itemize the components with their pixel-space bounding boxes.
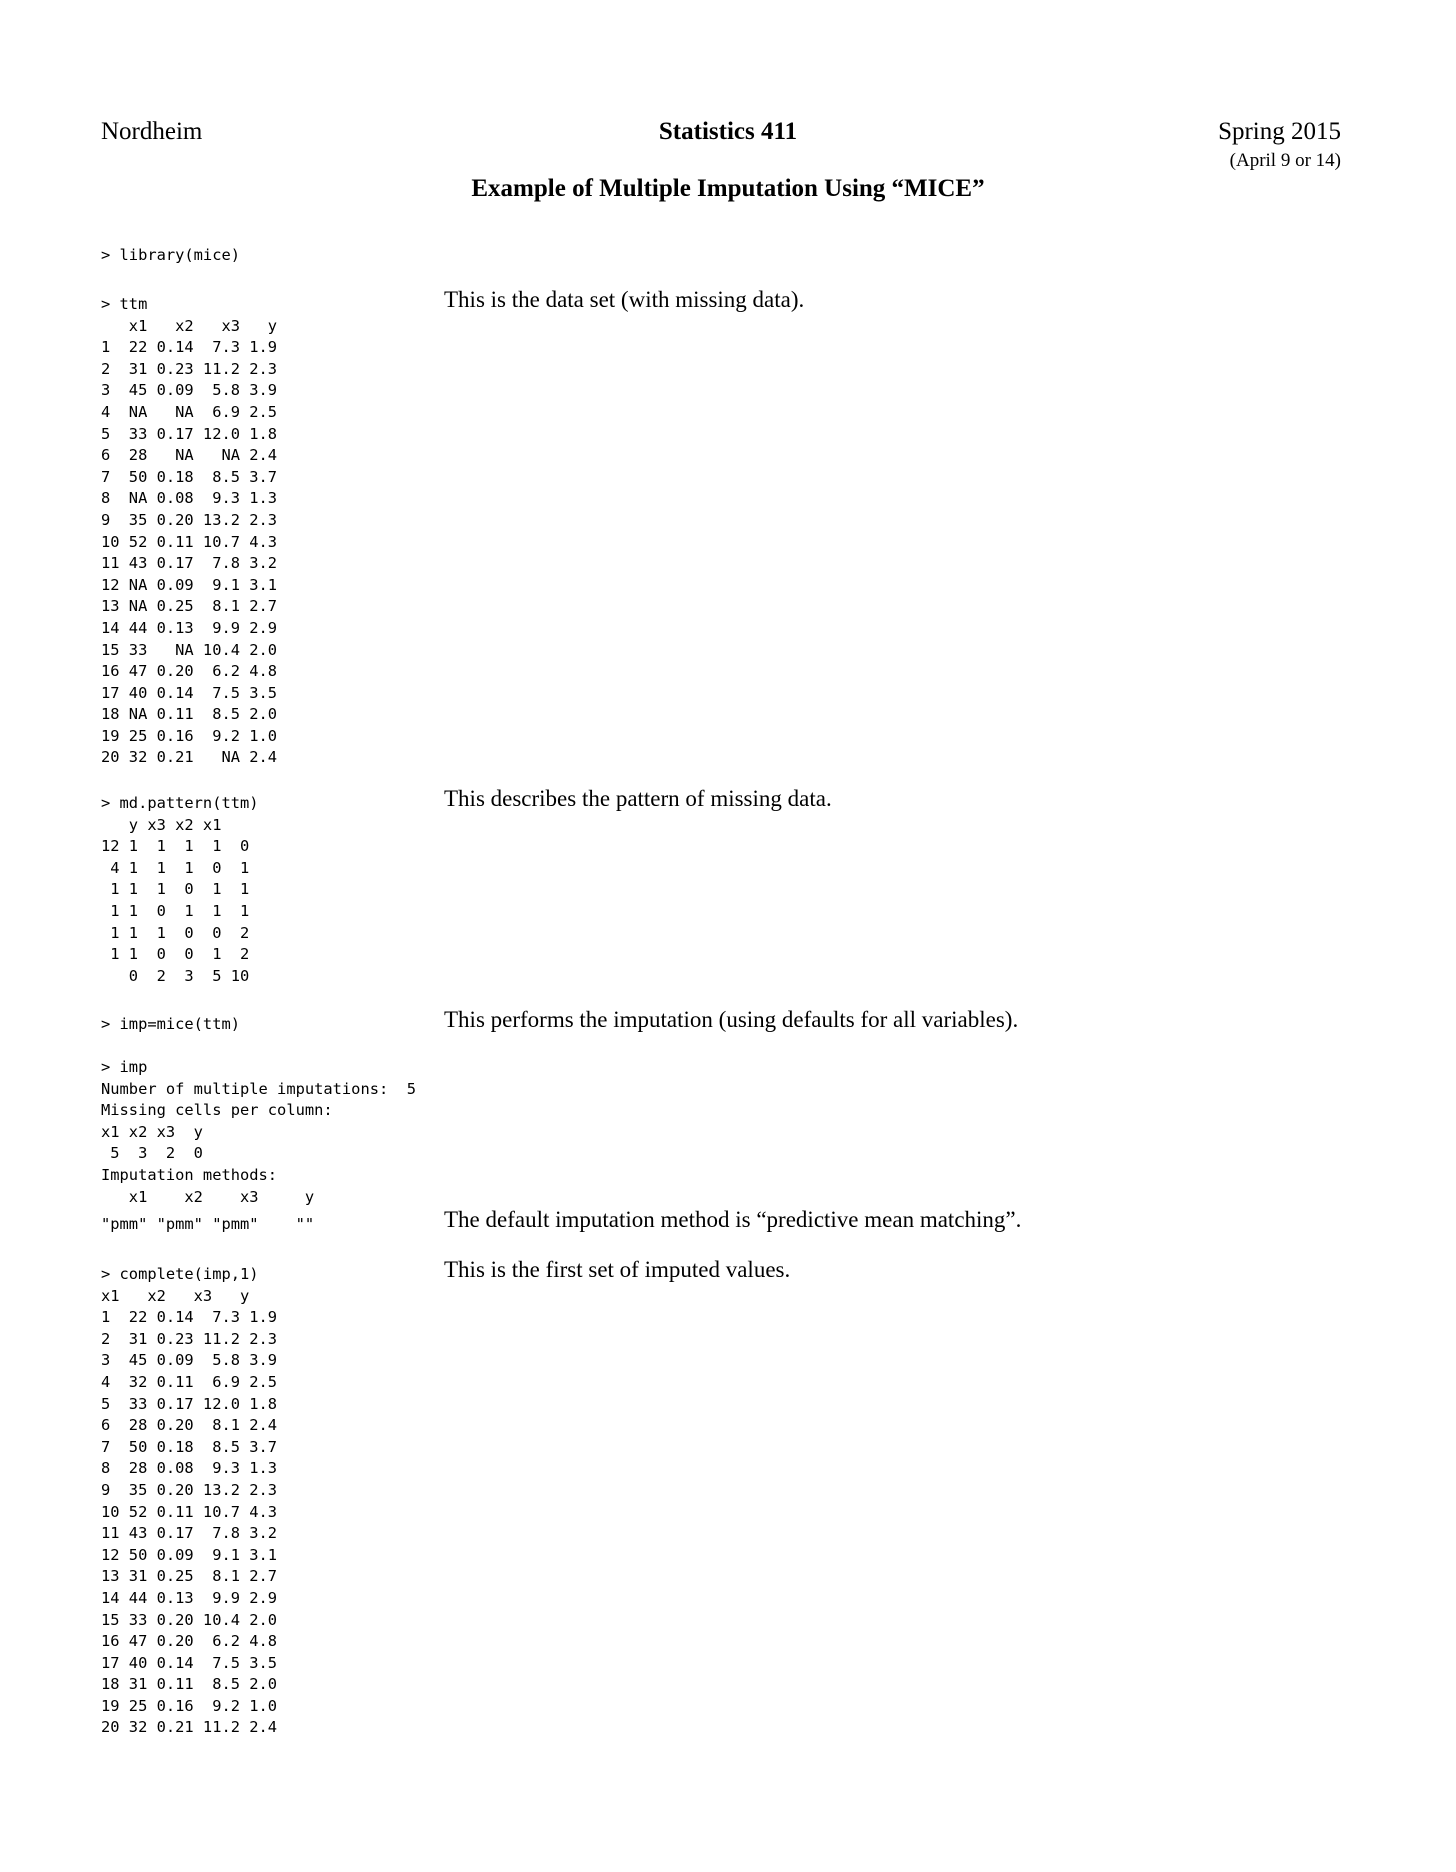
note-imp-call: This performs the imputation (using defaults for all variables). <box>444 1007 1019 1032</box>
code-imp-print: > imp Number of multiple imputations: 5 Missing cells per column: x1 x2 x3 y 5 3 2 0 Imputation methods: x1 x2 x3 y <box>101 1058 417 1206</box>
author-name: Nordheim <box>101 118 203 145</box>
code-imp-methods: "pmm" "pmm" "pmm" "" <box>101 1215 315 1233</box>
code-complete: > complete(imp,1) x1 x2 x3 y 1 22 0.14 7.3 1.9 2 31 0.23 11.2 2.3 3 45 0.09 5.8 3.9 4 32 0.11 6.9 2.5 5 33 0.17 12.0 1.8 6 28 0.20 8.1 2.4 7 50 0.18 8.5 3.7 8 28 0.08 9.3 1.3 9 35 0.20 13.2 2.3 10 52 0.11 10.7 4.3 11 43 0.17 7.8 3.2 12 50 0.09 9.1 3.1 13 31 0.25 8.1 2.7 14 44 0.13 9.9 2.9 15 33 0.20 10.4 2.0 16 47 0.20 6.2 4.8 17 40 0.14 7.5 3.5 18 31 0.11 8.5 2.0 19 25 0.16 9.2 1.0 20 32 0.21 11.2 2.4 <box>101 1265 278 1737</box>
document-title: Example of Multiple Imputation Using “MICE” <box>471 175 985 202</box>
note-complete: This is the first set of imputed values. <box>444 1257 791 1282</box>
note-dataset: This is the data set (with missing data). <box>444 287 805 312</box>
code-ttm-dataset: > ttm x1 x2 x3 y 1 22 0.14 7.3 1.9 2 31 0.23 11.2 2.3 3 45 0.09 5.8 3.9 4 NA NA 6.9 2.5 5 33 0.17 12.0 1.8 6 28 NA NA 2.4 7 50 0.18 8.5 3.7 8 NA 0.08 9.3 1.3 9 35 0.20 13.2 2.3 10 52 0.11 10.7 4.3 11 43 0.17 7.8 3.2 12 NA 0.09 9.1 3.1 13 NA 0.25 8.1 2.7 14 44 0.13 9.9 2.9 15 33 NA 10.4 2.0 16 47 0.20 6.2 4.8 17 40 0.14 7.5 3.5 18 NA 0.11 8.5 2.0 19 25 0.16 9.2 1.0 20 32 0.21 NA 2.4 <box>101 295 278 767</box>
code-md-pattern: > md.pattern(ttm) y x3 x2 x1 12 1 1 1 1 0 4 1 1 1 0 1 1 1 1 0 1 1 1 1 0 1 1 1 1 1 1 0 0 2 1 1 0 0 1 2 0 2 3 5 10 <box>101 794 259 985</box>
term-label: Spring 2015 <box>1218 118 1341 145</box>
note-md-pattern: This describes the pattern of missing data. <box>444 786 832 811</box>
code-imp-call: > imp=mice(ttm) <box>101 1015 240 1033</box>
code-library: > library(mice) <box>101 246 240 264</box>
course-title: Statistics 411 <box>658 118 798 145</box>
note-imp-methods: The default imputation method is “predictive mean matching”. <box>444 1207 1022 1232</box>
lecture-dates: (April 9 or 14) <box>1229 150 1341 171</box>
